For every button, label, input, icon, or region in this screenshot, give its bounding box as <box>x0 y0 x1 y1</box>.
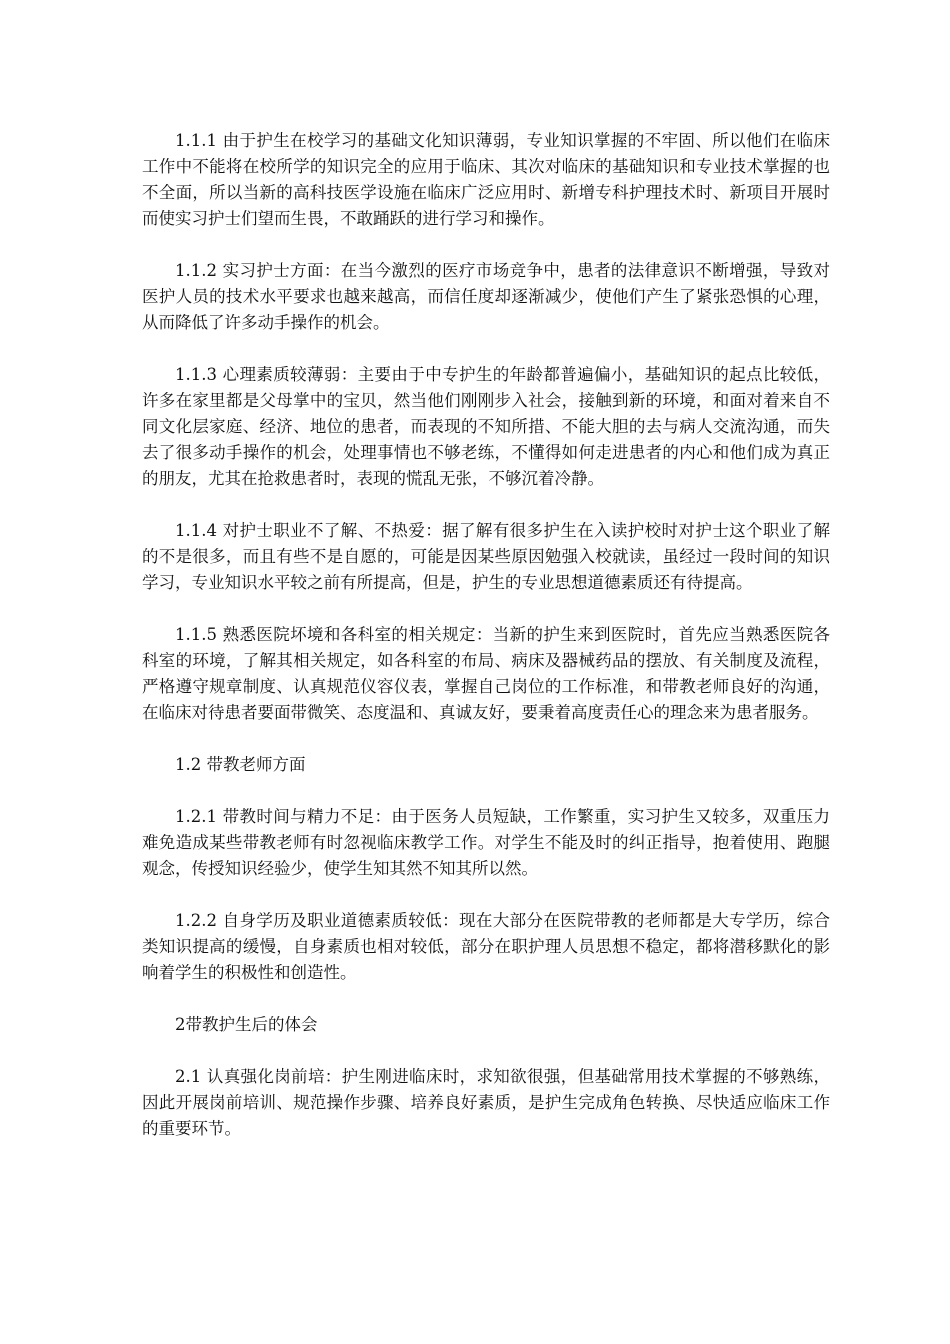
paragraph-1-1-2: 1.1.2 实习护士方面：在当今激烈的医疗市场竞争中，患者的法律意识不断增强，导致对医护人员的技术水平要求也越来越高，而信任度却逐渐减少，使他们产生了紧张恐惧的心理，从而降低了许多动手操作的机会。 <box>142 261 830 332</box>
paragraph-1-1-4: 1.1.4 对护士职业不了解、不热爱：据了解有很多护生在入读护校时对护士这个职业了解的不是很多，而且有些不是自愿的，可能是因某些原因勉强入校就读，虽经过一段时间的知识学习，专业知识水平较之前有所提高，但是，护生的专业思想道德素质还有待提高。 <box>142 521 830 592</box>
paragraph-1-1-5: 1.1.5 熟悉医院坏境和各科室的相关规定：当新的护生来到医院时，首先应当熟悉医院各科室的环境，了解其相关规定，如各科室的布局、病床及器械药品的摆放、有关制度及流程，严格遵守规章制度、认真规范仪容仪表，掌握自己岗位的工作标准，和带教老师良好的沟通，在临床对待患者要面带微笑、态度温和、真诚友好，要秉着高度责任心的理念来为患者服务。 <box>142 625 830 722</box>
paragraph-1-2-1: 1.2.1 带教时间与精力不足：由于医务人员短缺，工作繁重，实习护生又较多，双重压力难免造成某些带教老师有时忽视临床教学工作。对学生不能及时的纠正指导，抱着使用、跑腿观念，传授知识经验少，使学生知其然不知其所以然。 <box>142 807 830 878</box>
paragraph-1-1-3: 1.1.3 心理素质较薄弱：主要由于中专护生的年龄都普遍偏小，基础知识的起点比较低，许多在家里都是父母掌中的宝贝，然当他们刚刚步入社会，接触到新的环境，和面对着来自不同文化层家庭、经济、地位的患者，而表现的不知所措、不能大胆的去与病人交流沟通，而失去了很多动手操作的机会，处理事情也不够老练，不懂得如何走进患者的内心和他们成为真正的朋友，尤其在抢救患者时，表现的慌乱无张，不够沉着冷静。 <box>142 365 830 488</box>
section-heading-2: 2带教护生后的体会 <box>175 1015 318 1034</box>
paragraph-2-1: 2.1 认真强化岗前培：护生刚进临床时，求知欲很强，但基础常用技术掌握的不够熟练，因此开展岗前培训、规范操作步骤、培养良好素质，是护生完成角色转换、尽快适应临床工作的重要环节。 <box>142 1067 830 1138</box>
paragraph-1-1-1: 1.1.1 由于护生在校学习的基础文化知识薄弱，专业知识掌握的不牢固、所以他们在临床工作中不能将在校所学的知识完全的应用于临床、其次对临床的基础知识和专业技术掌握的也不全面，所以当新的高科技医学设施在临床广泛应用时、新增专科护理技术时、新项目开展时而使实习护士们望而生畏，不敢踊跃的进行学习和操作。 <box>142 131 830 228</box>
document-body <box>142 128 830 1168</box>
paragraph-1-2-2: 1.2.2 自身学历及职业道德素质较低：现在大部分在医院带教的老师都是大专学历，综合类知识提高的缓慢，自身素质也相对较低，部分在职护理人员思想不稳定，都将潜移默化的影响着学生的积极性和创造性。 <box>142 911 830 982</box>
section-heading-1-2: 1.2 带教老师方面 <box>175 755 306 774</box>
